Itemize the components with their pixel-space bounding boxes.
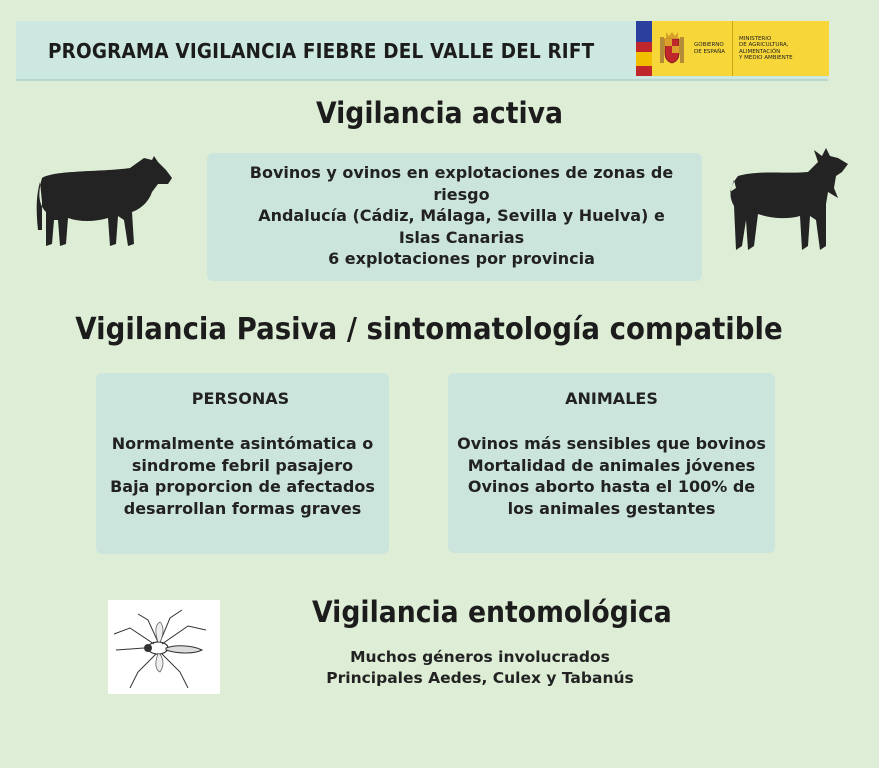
animales-title: ANIMALES bbox=[565, 389, 658, 408]
personas-text: Normalmente asintómatica o sindrome febril pasajero Baja proporcion de afectados desarrollan formas graves bbox=[110, 434, 375, 518]
active-surveillance-text: Bovinos y ovinos en explotaciones de zonas de riesgo Andalucía (Cádiz, Málaga, Sevilla y Huelva) e Islas Canarias 6 explotaciones por provincia bbox=[249, 163, 674, 268]
ministry-logo-text: MINISTERIO DE AGRICULTURA, ALIMENTACIÓN Y MEDIO AMBIENTE bbox=[739, 35, 793, 61]
mosquito-drawing-icon bbox=[108, 600, 220, 694]
animales-box bbox=[448, 373, 775, 553]
coat-of-arms-icon bbox=[652, 21, 692, 76]
heading-vigilancia-pasiva: Vigilancia Pasiva / sintomatología compatible bbox=[75, 312, 783, 347]
animales-text: Ovinos más sensibles que bovinos Mortalidad de animales jóvenes Ovinos aborto hasta el 100% de los animales gestantes bbox=[457, 434, 766, 518]
personas-box bbox=[96, 373, 389, 554]
goat-silhouette-icon bbox=[728, 146, 852, 258]
page-title: PROGRAMA VIGILANCIA FIEBRE DEL VALLE DEL RIFT bbox=[48, 39, 595, 63]
heading-vigilancia-entomologica: Vigilancia entomológica bbox=[312, 595, 672, 629]
government-logo bbox=[636, 21, 829, 76]
cow-silhouette-icon bbox=[34, 152, 174, 256]
gov-logo-text: GOBIERNO DE ESPAÑA bbox=[692, 21, 733, 76]
entomological-text: Muchos géneros involucrados Principales Aedes, Culex y Tabanús bbox=[326, 648, 634, 687]
personas-title: PERSONAS bbox=[191, 389, 290, 408]
active-surveillance-box bbox=[207, 153, 702, 281]
heading-vigilancia-activa: Vigilancia activa bbox=[315, 96, 564, 130]
flag-strip-icon bbox=[636, 21, 652, 76]
